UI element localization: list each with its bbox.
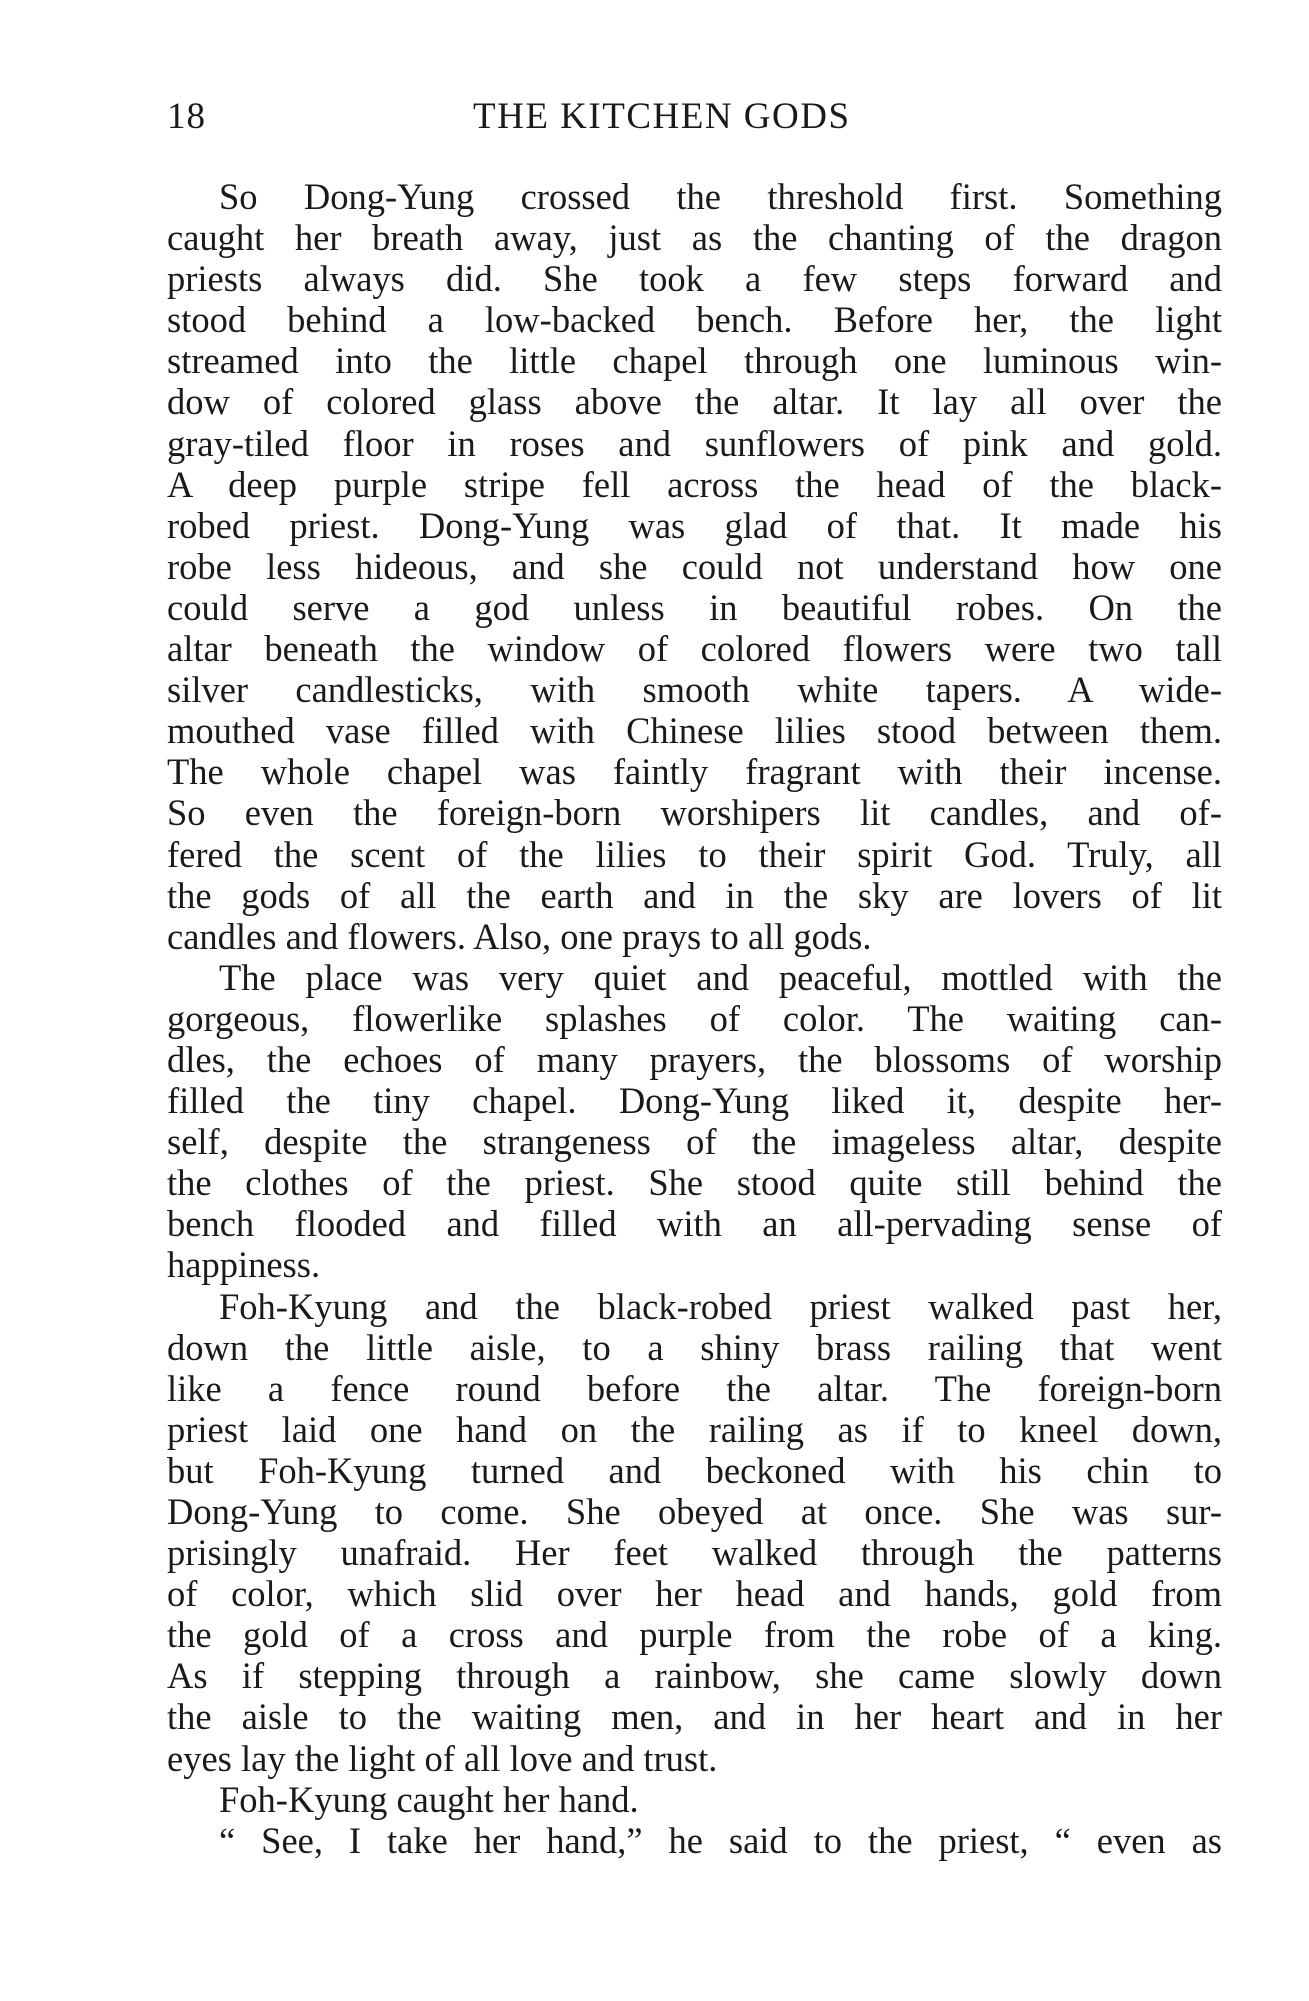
text-line: altar beneath the window of colored flowers were two tall [167, 628, 1222, 670]
text-line: priests always did. She took a few steps forward and [167, 258, 1222, 300]
text-line: mouthed vase filled with Chinese lilies stood between them. [167, 710, 1222, 752]
text-line: dles, the echoes of many prayers, the blossoms of worship [167, 1038, 1222, 1080]
text-line: gorgeous, flowerlike splashes of color. The waiting can- [167, 997, 1222, 1039]
text-line: caught her breath away, just as the chanting of the dragon [167, 217, 1222, 259]
text-line: Foh-Kyung and the black-robed priest walked past her, [219, 1285, 1222, 1327]
text-line: could serve a god unless in beautiful robes. On the [167, 586, 1222, 628]
text-line: gray-tiled floor in roses and sunflowers of pink and gold. [167, 422, 1222, 464]
text-line: happiness. [167, 1244, 321, 1286]
text-line: the clothes of the priest. She stood quite still behind the [167, 1162, 1222, 1204]
text-line: bench flooded and filled with an all-pervading sense of [167, 1203, 1222, 1245]
text-line: the gods of all the earth and in the sky are lovers of lit [167, 874, 1222, 916]
text-line: The place was very quiet and peaceful, mottled with the [219, 956, 1222, 998]
text-line: priest laid one hand on the railing as if to kneel down, [167, 1408, 1222, 1450]
text-line: So even the foreign-born worshipers lit candles, and of- [167, 792, 1222, 834]
text-line: the aisle to the waiting men, and in her heart and in her [167, 1696, 1222, 1738]
text-line: So Dong-Yung crossed the threshold first. Something [219, 176, 1222, 217]
text-line: streamed into the little chapel through one luminous win- [167, 340, 1222, 382]
text-line: candles and flowers. Also, one prays to all gods. [167, 915, 872, 957]
text-line: dow of colored glass above the altar. It lay all over the [167, 381, 1222, 423]
text-line: prisingly unafraid. Her feet walked through the patterns [167, 1532, 1222, 1574]
text-line: eyes lay the light of all love and trust. [167, 1737, 718, 1779]
text-line: down the little aisle, to a shiny brass railing that went [167, 1326, 1222, 1368]
text-line: of color, which slid over her head and hands, gold from [167, 1573, 1222, 1615]
text-line: robed priest. Dong-Yung was glad of that. It made his [167, 504, 1222, 546]
text-line: filled the tiny chapel. Dong-Yung liked it, despite her- [167, 1080, 1222, 1122]
text-line: As if stepping through a rainbow, she came slowly down [167, 1655, 1222, 1697]
text-line: stood behind a low-backed bench. Before her, the light [167, 299, 1222, 341]
text-line: robe less hideous, and she could not understand how one [167, 545, 1222, 587]
body-text [167, 176, 1222, 1861]
text-line: self, despite the strangeness of the imageless altar, despite [167, 1121, 1222, 1163]
text-line: like a fence round before the altar. The foreign-born [167, 1367, 1222, 1409]
text-line: silver candlesticks, with smooth white tapers. A wide- [167, 669, 1222, 711]
text-line: fered the scent of the lilies to their spirit God. Truly, all [167, 833, 1222, 875]
text-line: but Foh-Kyung turned and beckoned with his chin to [167, 1449, 1222, 1491]
page-number: 18 [167, 96, 206, 137]
text-line: “ See, I take her hand,” he said to the priest, “ even as [219, 1819, 1222, 1861]
text-line: The whole chapel was faintly fragrant with their incense. [167, 751, 1222, 793]
text-line: the gold of a cross and purple from the robe of a king. [167, 1614, 1222, 1656]
text-line: Foh-Kyung caught her hand. [219, 1778, 639, 1820]
text-line: A deep purple stripe fell across the head of the black- [167, 463, 1222, 505]
running-title: THE KITCHEN GODS [473, 96, 851, 137]
running-head [167, 95, 1227, 145]
text-line: Dong-Yung to come. She obeyed at once. She was sur- [167, 1491, 1222, 1532]
